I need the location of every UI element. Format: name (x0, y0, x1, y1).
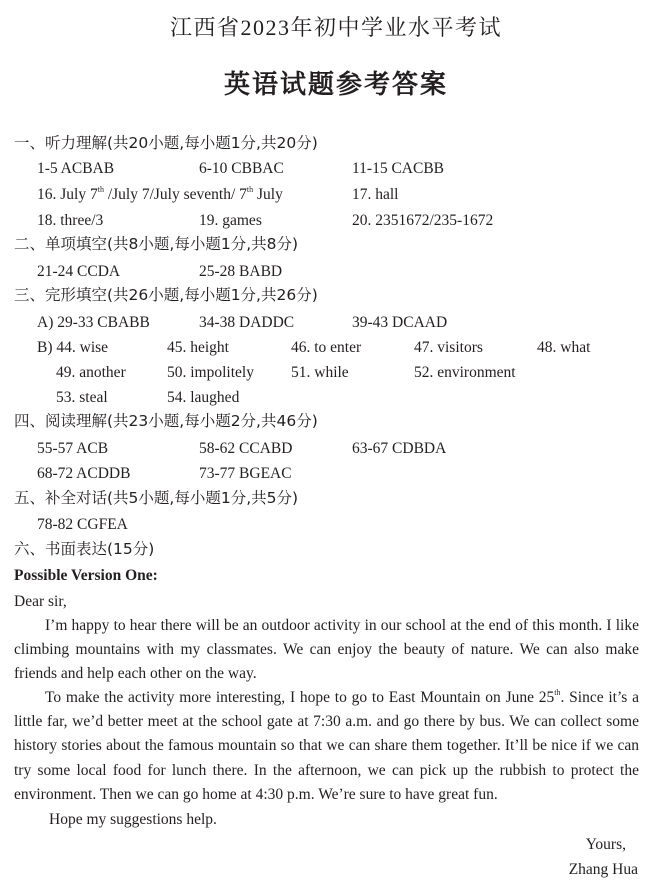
section-heading-writing: 六、书面表达(15分) (14, 540, 155, 558)
essay-paragraph-1: I’m happy to hear there will be an outdoor activity in our school at the end of this month. I like climbing mountains with my classmates. We can enjoy the beauty of nature. We can also make friends and help each other on the way. (14, 617, 639, 683)
answer-34-38: 34-38 DADDC (199, 314, 295, 331)
answer-47: 47. visitors (414, 339, 483, 356)
answer-68-72: 68-72 ACDDB (37, 465, 131, 482)
answer-11-15: 11-15 CACBB (352, 160, 445, 177)
essay-paragraph-3: Hope my suggestions help. (49, 811, 217, 828)
section-heading-dialogue: 五、补全对话(共5小题,每小题1分,共5分) (14, 489, 299, 507)
essay-paragraph-2-start: To make the activity more interesting, I hope to go to East Mountain on June 25 (45, 689, 555, 706)
section-heading-cloze: 三、完形填空(共26小题,每小题1分,共26分) (14, 286, 318, 304)
answer-21-24: 21-24 CCDA (37, 263, 121, 280)
answer-6-10: 6-10 CBBAC (199, 160, 284, 177)
answer-46: 46. to enter (291, 339, 362, 356)
version-label: Possible Version One: (14, 567, 158, 584)
answer-49: 49. another (56, 364, 126, 381)
section-heading-reading: 四、阅读理解(共23小题,每小题2分,共46分) (14, 412, 318, 430)
answer-39-43: 39-43 DCAAD (352, 314, 448, 331)
letter-closing: Yours, (585, 836, 626, 853)
answer-78-82: 78-82 CGFEA (37, 516, 128, 533)
document-title: 英语试题参考答案 (223, 70, 448, 100)
answer-54: 54. laughed (167, 389, 240, 406)
letter-greeting: Dear sir, (14, 593, 67, 610)
answer-53: 53. steal (56, 389, 108, 406)
answer-20: 20. 2351672/235-1672 (352, 212, 494, 229)
answer-1-5: 1-5 ACBAB (37, 160, 115, 177)
answer-63-67: 63-67 CDBDA (352, 440, 447, 457)
answer-19: 19. games (199, 212, 262, 229)
superscript-th: th (97, 185, 104, 194)
answer-16-middle: /July 7/July seventh/ 7 (103, 186, 247, 203)
answer-44: B) 44. wise (37, 339, 109, 356)
answer-51: 51. while (291, 364, 349, 381)
answer-16 (37, 187, 283, 203)
answer-16-suffix: July (253, 186, 283, 203)
answer-18: 18. three/3 (37, 212, 104, 229)
superscript-th: th (554, 688, 561, 697)
answer-55-57: 55-57 ACB (37, 440, 109, 457)
answer-48: 48. what (537, 339, 591, 356)
answer-58-62: 58-62 CCABD (199, 440, 293, 457)
answer-29-33: A) 29-33 CBABB (37, 314, 150, 331)
exam-title: 江西省2023年初中学业水平考试 (169, 15, 502, 40)
section-heading-listening: 一、听力理解(共20小题,每小题1分,共20分) (14, 134, 318, 152)
letter-signature: Zhang Hua (568, 861, 638, 878)
section-heading-single-choice: 二、单项填空(共8小题,每小题1分,共8分) (14, 235, 299, 253)
answer-52: 52. environment (414, 364, 516, 381)
answer-16-prefix: 16. July 7 (37, 186, 98, 203)
answer-73-77: 73-77 BGEAC (199, 465, 292, 482)
essay-paragraph-2 (14, 686, 639, 807)
answer-45: 45. height (167, 339, 229, 356)
answer-50: 50. impolitely (167, 364, 254, 381)
superscript-th: th (246, 185, 254, 194)
answer-25-28: 25-28 BABD (199, 263, 283, 280)
answer-17: 17. hall (352, 186, 399, 203)
essay-paragraph-2-rest: . Since it’s a little far, we’d better meet at the school gate at 7:30 a.m. and go there by bus. We can collect some history stories about the famous mountain so that we can share them together. It’ll be nice if we can try some local food for lunch there. In the afternoon, we can pick up the rubbish to protect the environment. Then we can go home at 4:30 p.m. We’re sure to have great fun. (14, 689, 639, 803)
